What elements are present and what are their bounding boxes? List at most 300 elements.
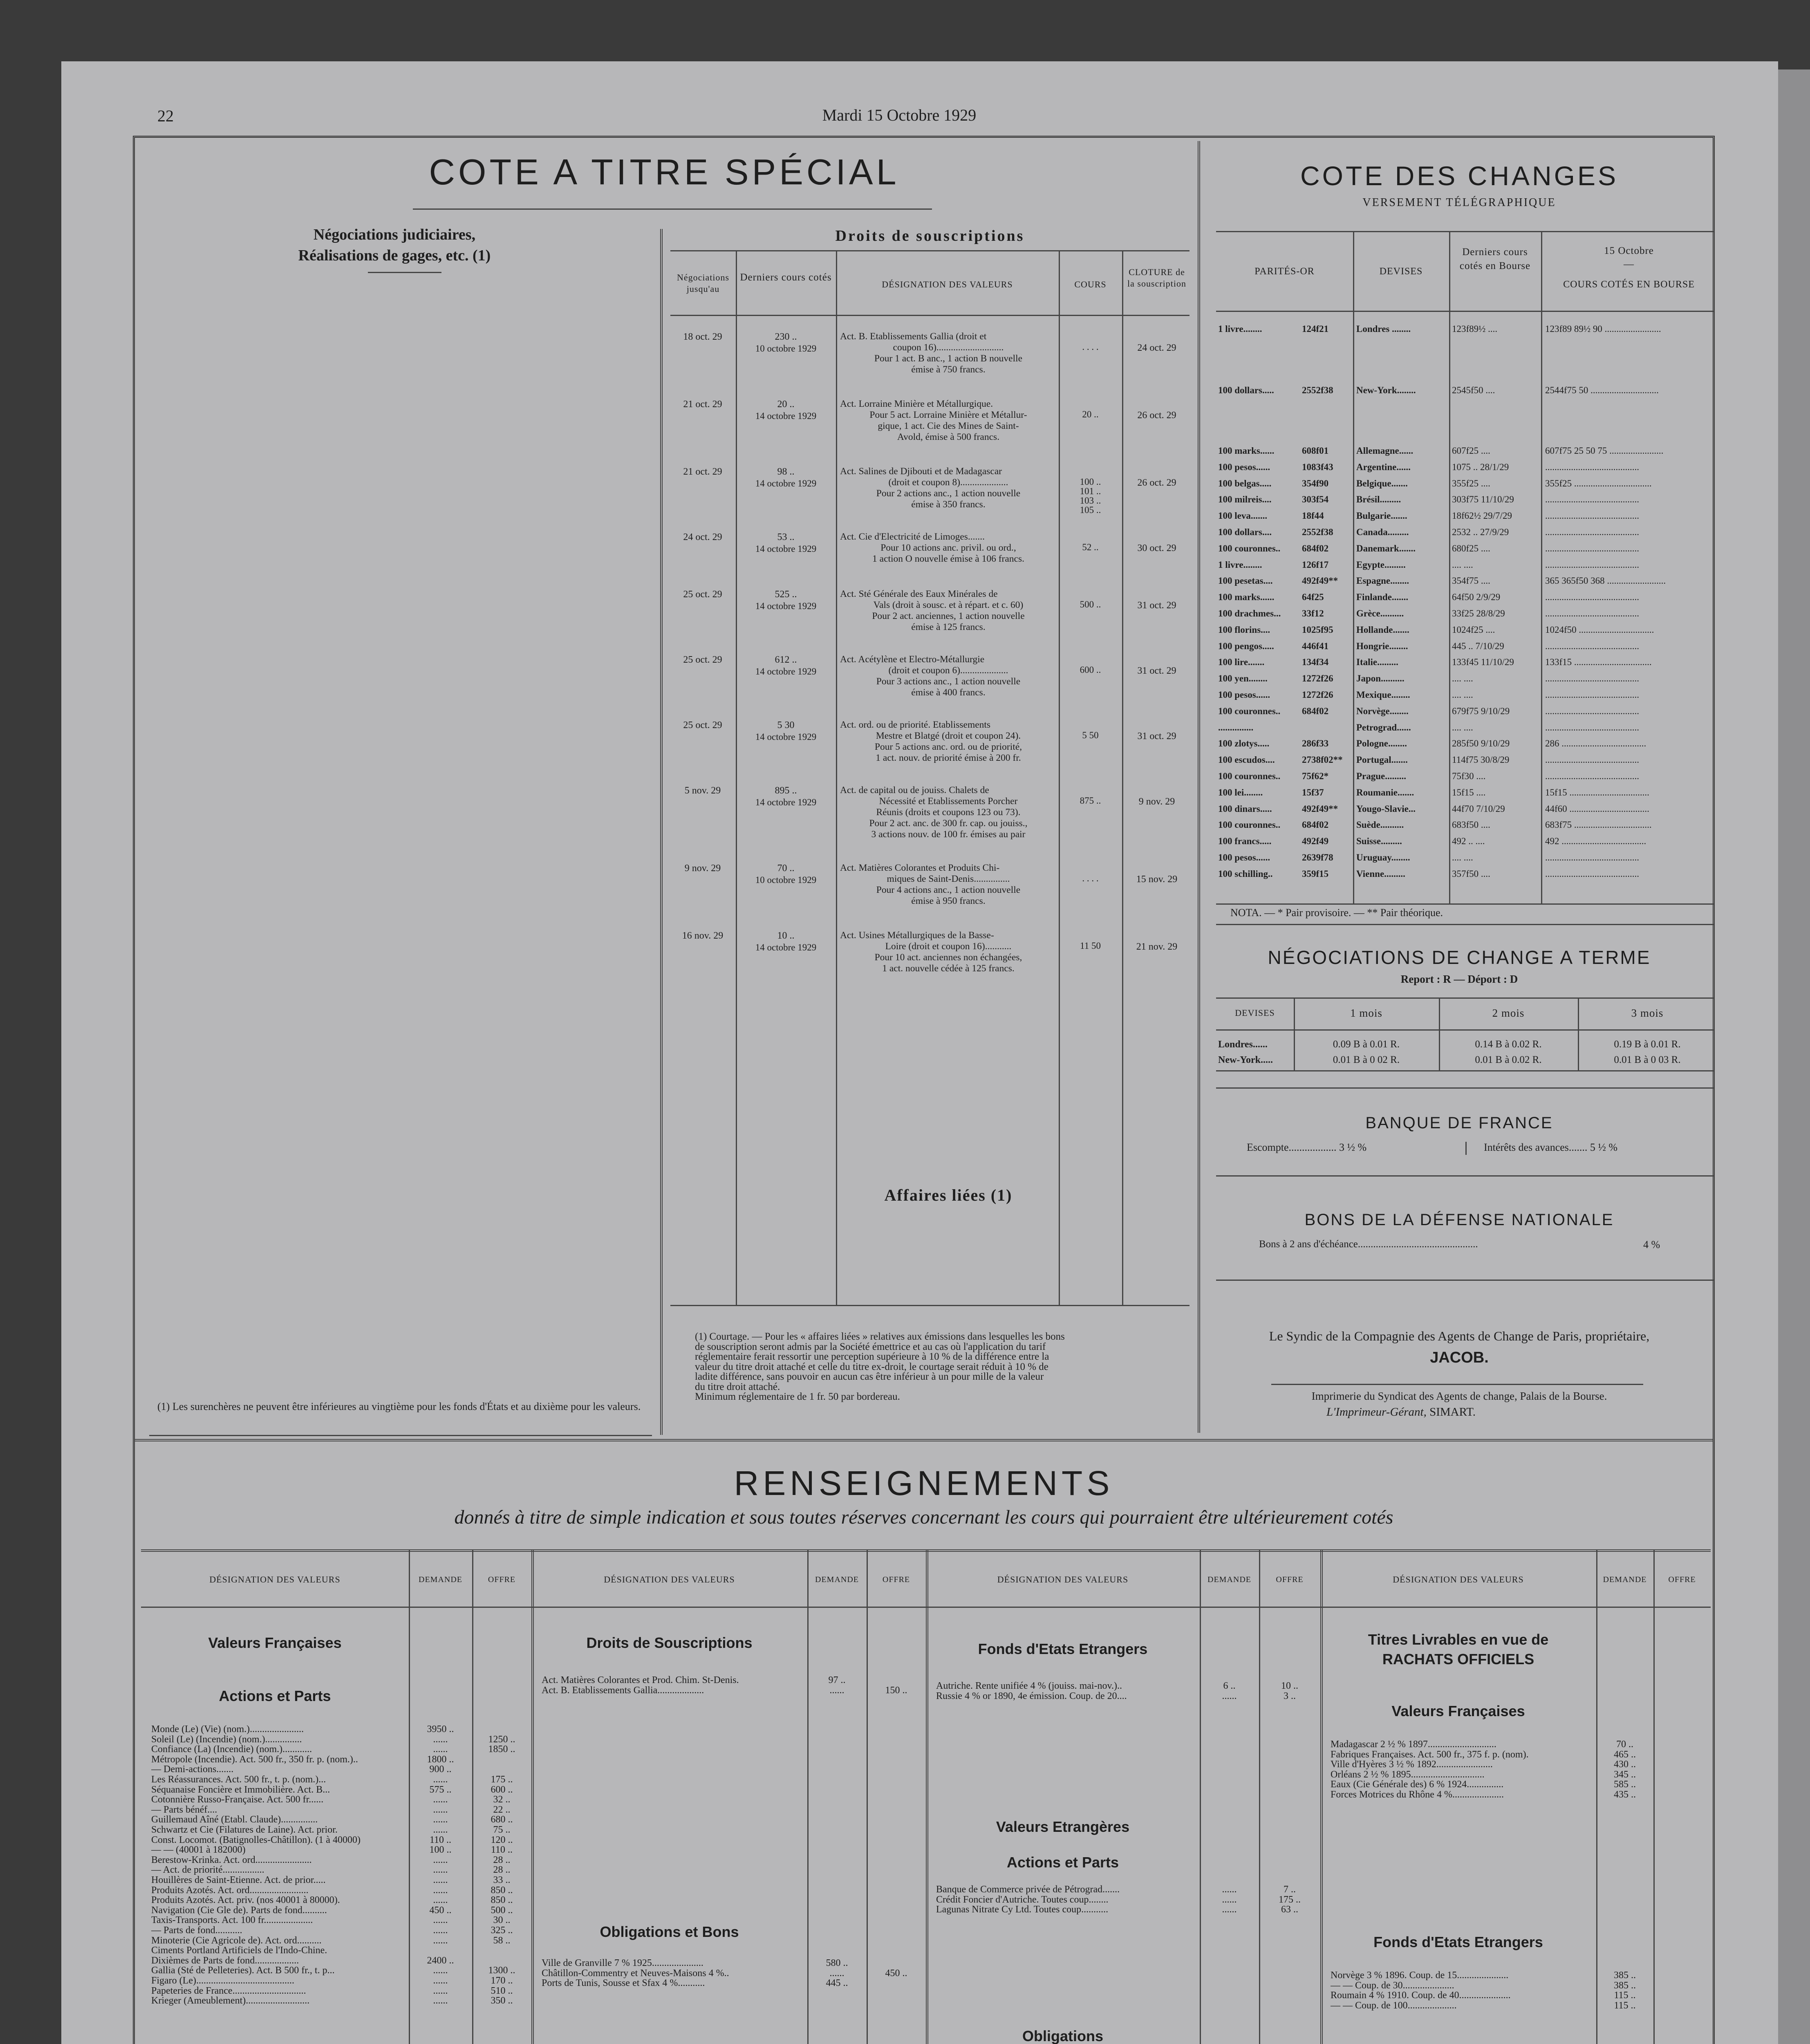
rens-col-designation: DÉSIGNATION DES VALEURS xyxy=(1393,1574,1524,1585)
page-date: Mardi 15 Octobre 1929 xyxy=(822,106,977,124)
change-parite: 100 pesos...... xyxy=(1218,690,1270,700)
rens-group-sep xyxy=(531,1549,534,2044)
rens-item-demande: ...... xyxy=(433,1865,448,1876)
change-devise: Vienne......... xyxy=(1356,868,1405,879)
change-cours: ........................................ xyxy=(1545,592,1639,603)
droit-cloture: 9 nov. 29 xyxy=(1138,796,1175,807)
change-parite-value: 608f01 xyxy=(1302,446,1329,456)
change-parite: 100 lei........ xyxy=(1218,787,1263,798)
rens-item-demande: ...... xyxy=(1222,1904,1237,1915)
droits-col-sep-2 xyxy=(836,250,837,1305)
rens-item-name: Madagascar 2 ½ % 1897............................ xyxy=(1331,1739,1496,1750)
droit-cloture: 31 oct. 29 xyxy=(1137,600,1176,611)
rens-item-demande: ...... xyxy=(433,1885,448,1896)
gerant-label: L'Imprimeur-Gérant, xyxy=(1326,1405,1427,1419)
change-cours: ........................................ xyxy=(1545,868,1639,879)
rens-heading-actions-parts-etr: Actions et Parts xyxy=(1006,1854,1119,1871)
droit-cours: . . . . xyxy=(1082,873,1099,883)
banque-interets: Intérêts des avances....... 5 ½ % xyxy=(1484,1141,1618,1153)
rens-group-sep xyxy=(926,1549,928,2044)
droits-table-top xyxy=(670,250,1189,251)
droit-designation-line: Act. ord. ou de priorité. Etablissements xyxy=(840,719,991,730)
rens-heading-valeurs-francaises: Valeurs Françaises xyxy=(208,1634,342,1651)
change-devise: Finlande....... xyxy=(1356,592,1409,603)
rens-item-demande: 6 .. xyxy=(1223,1681,1236,1691)
terme-col-sep-3 xyxy=(1578,997,1579,1070)
rens-item-name: Ports de Tunis, Sousse et Sfax 4 %........... xyxy=(542,1978,705,1988)
rens-item-demande: 2400 .. xyxy=(427,1955,454,1966)
droit-dernier-date: 10 octobre 1929 xyxy=(755,875,817,885)
change-parite-value: 359f15 xyxy=(1302,868,1329,879)
divider-vertical-main xyxy=(1198,141,1200,1433)
rens-item-name: Ciments Portland Artificiels de l'Indo-Chine. xyxy=(151,1945,327,1956)
rens-item-name: Métropole (Incendie). Act. 500 fr., 350 fr. p. (nom.).. xyxy=(151,1754,358,1765)
rens-col-designation: DÉSIGNATION DES VALEURS xyxy=(997,1574,1129,1585)
rens-item-name: Krieger (Ameublement).......................... xyxy=(151,1996,310,2006)
change-parite: 100 lire....... xyxy=(1218,657,1265,668)
change-dernier: 607f25 .... xyxy=(1452,446,1490,456)
droits-title: Droits de souscriptions xyxy=(835,227,1025,244)
change-devise: Norvège........ xyxy=(1356,706,1409,716)
rens-item-name: — — (40001 à 182000) xyxy=(151,1845,246,1855)
rens-col-offre: OFFRE xyxy=(1276,1575,1304,1584)
rens-item-demande: ...... xyxy=(829,1685,845,1696)
courtage-line: de souscription seront admis par la Société émettrice et au cas où l'application du tarif xyxy=(695,1341,1046,1352)
change-parite: ............... xyxy=(1218,722,1254,733)
change-cours: 683f75 ................................. xyxy=(1545,820,1652,830)
change-parite-value: 64f25 xyxy=(1302,592,1324,603)
rens-heading-actions-parts: Actions et Parts xyxy=(219,1688,331,1704)
rens-item-name: Schwartz et Cie (Filatures de Laine). Act. prior. xyxy=(151,1825,338,1835)
droit-cours: . . . . xyxy=(1082,342,1099,352)
col-date: 15 Octobre xyxy=(1604,245,1654,256)
rens-item-name: Houillères de Saint-Etienne. Act. de prior..... xyxy=(151,1875,326,1885)
rens-item-name: — Demi-actions....... xyxy=(151,1764,234,1775)
change-cours: ........................................ xyxy=(1545,494,1639,505)
change-devise: Uruguay........ xyxy=(1356,852,1410,863)
droit-designation-line: Act. Lorraine Minière et Métallurgique. xyxy=(840,399,993,409)
left-heading-1: Négociations judiciaires, xyxy=(313,226,476,243)
change-cours: 44f60 .................................. xyxy=(1545,803,1649,814)
rens-item-demande: 445 .. xyxy=(826,1978,848,1989)
courtage-line: du titre droit attaché. xyxy=(695,1381,780,1392)
terme-1-mois: 0.01 B à 0 02 R. xyxy=(1333,1054,1400,1065)
rens-item-demande: 345 .. xyxy=(1614,1769,1636,1780)
rens-item-name: Monde (Le) (Vie) (nom.)...................... xyxy=(151,1724,304,1735)
droit-designation-line: Pour 2 act. anciennes, 1 action nouvelle xyxy=(872,611,1025,621)
change-devise: Brésil......... xyxy=(1356,494,1401,505)
change-dernier: 75f30 .... xyxy=(1452,771,1486,781)
syndic-line: Le Syndic de la Compagnie des Agents de Change de Paris, propriétaire, xyxy=(1269,1329,1650,1343)
change-dernier: .... .... xyxy=(1452,673,1473,684)
droit-cloture: 26 oct. 29 xyxy=(1137,477,1176,488)
change-parite: 100 pengos..... xyxy=(1218,641,1274,651)
change-dernier: .... .... xyxy=(1452,722,1473,733)
bons-line: Bons à 2 ans d'échéance............................................... xyxy=(1259,1239,1478,1250)
droit-designation-line: Pour 2 act. anc. de 300 fr. cap. ou jouiss., xyxy=(869,818,1028,829)
rens-item-name: Produits Azotés. Act. priv. (nos 40001 à 80000). xyxy=(151,1895,340,1905)
rens-item-offre: 500 .. xyxy=(491,1905,513,1916)
renseignements-title: RENSEIGNEMENTS xyxy=(734,1464,1114,1502)
droit-designation-line: Mestre et Blatgé (droit et coupon 24). xyxy=(876,731,1021,741)
change-devise: Portugal....... xyxy=(1356,755,1408,765)
rens-item-name: Autriche. Rente unifiée 4 % (jouiss. mai-nov.).. xyxy=(936,1681,1122,1691)
change-parite: 100 pesos...... xyxy=(1218,852,1270,863)
rens-item-name: Dixièmes de Parts de fond.................. xyxy=(151,1955,299,1966)
change-dernier: 445 .. 7/10/29 xyxy=(1452,641,1504,651)
change-parite: 100 florins.... xyxy=(1218,624,1270,635)
droits-table-bottom xyxy=(670,1305,1189,1306)
rens-item-demande: 1800 .. xyxy=(427,1754,454,1765)
rens-item-demande: ...... xyxy=(433,1975,448,1986)
terme-table-top xyxy=(1216,997,1715,999)
change-parite-value: 446f41 xyxy=(1302,641,1329,651)
rens-item-offre: 170 .. xyxy=(491,1975,513,1986)
droit-cours: 600 .. xyxy=(1080,665,1101,675)
renseignements-subtitle: donnés à titre de simple indication et sous toutes réserves concernant les cours qui pourraient être ultérieurement cotés xyxy=(454,1506,1393,1528)
affaires-liees-heading: Affaires liées (1) xyxy=(884,1186,1013,1204)
droit-cours: 20 .. xyxy=(1082,409,1099,419)
rens-item-offre: 120 .. xyxy=(491,1834,513,1845)
banque-divider xyxy=(1465,1142,1467,1155)
droit-designation-line: Act. Acétylène et Electro-Métallurgie xyxy=(840,654,985,665)
changes-nota: NOTA. — * Pair provisoire. — ** Pair théorique. xyxy=(1230,907,1443,919)
change-dernier: 679f75 9/10/29 xyxy=(1452,706,1510,716)
droit-date: 25 oct. 29 xyxy=(683,654,722,665)
change-parite: 100 dinars..... xyxy=(1218,803,1272,814)
droit-designation-line: Pour 2 actions anc., 1 action nouvelle xyxy=(876,488,1021,499)
change-devise: Londres ........ xyxy=(1356,324,1411,334)
droit-designation-line: Act. Usines Métallurgiques de la Basse- xyxy=(840,930,994,941)
rens-item-offre: 175 .. xyxy=(1279,1894,1301,1905)
rens-col-demande: DEMANDE xyxy=(1207,1575,1251,1584)
change-parite-value: 492f49 xyxy=(1302,836,1329,847)
droit-dernier: 53 .. xyxy=(777,532,795,542)
change-parite-value: 126f17 xyxy=(1302,559,1329,570)
change-devise: Prague......... xyxy=(1356,771,1407,781)
change-devise: Belgique....... xyxy=(1356,478,1408,489)
droit-designation-line: Act. de capital ou de jouiss. Chalets de xyxy=(840,785,989,796)
changes-subtitle: VERSEMENT TÉLÉGRAPHIQUE xyxy=(1362,196,1556,209)
droit-date: 5 nov. 29 xyxy=(684,785,721,796)
rens-col-sep xyxy=(1200,1549,1201,2044)
droit-dernier: 612 .. xyxy=(775,654,797,665)
change-cours: ........................................ xyxy=(1545,559,1639,570)
col-parites-or: PARITÉS-OR xyxy=(1254,266,1315,277)
terme-2-mois: 0.01 B à 0.02 R. xyxy=(1475,1054,1542,1065)
change-dernier: 33f25 28/8/29 xyxy=(1452,608,1505,619)
change-dernier: 1075 .. 28/1/29 xyxy=(1452,462,1509,472)
droit-designation-line: Pour 4 actions anc., 1 action nouvelle xyxy=(876,885,1021,895)
change-parite: 100 escudos.... xyxy=(1218,755,1275,765)
droit-designation-line: Pour 3 actions anc., 1 action nouvelle xyxy=(876,676,1021,687)
title-underline xyxy=(413,208,932,210)
terme-3-mois: 0.01 B à 0 03 R. xyxy=(1614,1054,1681,1065)
change-cours: ........................................ xyxy=(1545,722,1639,733)
change-cours: 2544f75 50 ............................. xyxy=(1545,385,1659,395)
rens-item-demande: ...... xyxy=(433,1995,448,2006)
change-parite-value: 684f02 xyxy=(1302,706,1329,716)
rens-item-name: Banque de Commerce privée de Pétrograd....... xyxy=(936,1885,1120,1895)
droit-dernier: 895 .. xyxy=(775,785,797,796)
col-devises: DEVISES xyxy=(1379,266,1423,277)
change-devise: Allemagne...... xyxy=(1356,446,1414,456)
droit-date: 25 oct. 29 xyxy=(683,720,722,731)
droit-cloture: 31 oct. 29 xyxy=(1137,731,1176,742)
change-parite-value: 286f33 xyxy=(1302,738,1329,749)
syndic-name: JACOB. xyxy=(1430,1349,1489,1366)
rens-item-offre: 63 .. xyxy=(1281,1904,1298,1915)
change-cours: ........................................ xyxy=(1545,771,1639,781)
droit-designation-line: émise à 750 francs. xyxy=(911,364,986,375)
droit-dernier: 20 .. xyxy=(777,399,795,410)
change-devise: Suisse......... xyxy=(1356,836,1402,847)
rens-item-name: Gallia (Sté de Pelleteries). Act. B 500 fr., t. p... xyxy=(151,1966,335,1976)
droit-dernier: 525 .. xyxy=(775,589,797,600)
change-devise: Yougo-Slavie... xyxy=(1356,803,1416,814)
droit-designation-line: Vals (droit à sousc. et à répart. et c. 60) xyxy=(873,600,1024,610)
rens-col-offre: OFFRE xyxy=(488,1575,516,1584)
droit-designation-line: gique, 1 act. Cie des Mines de Saint- xyxy=(878,421,1019,431)
change-cours: ........................................ xyxy=(1545,511,1639,521)
courtage-line: valeur du titre droit attaché et celle du titre ex-droit, le courtage serait réduit à 10 % de xyxy=(695,1361,1048,1372)
droit-designation-line: Nécessité et Etablissements Porcher xyxy=(879,796,1018,807)
changes-table-bottom xyxy=(1216,903,1715,905)
droit-designation-line: (droit et coupon 8).................... xyxy=(888,477,1008,488)
divider-horizontal-main xyxy=(135,1439,1713,1441)
terme-subtitle: Report : R — Déport : D xyxy=(1400,973,1518,985)
rens-heading-rachats: RACHATS OFFICIELS xyxy=(1382,1651,1534,1667)
droit-cloture: 30 oct. 29 xyxy=(1137,543,1176,554)
change-devise: Suède.......... xyxy=(1356,820,1404,830)
change-parite: 100 couronnes.. xyxy=(1218,820,1281,830)
rens-item-demande: ...... xyxy=(433,1935,448,1946)
terme-col-devises: DEVISES xyxy=(1235,1008,1275,1018)
droit-dernier-date: 14 octobre 1929 xyxy=(755,478,817,489)
change-parite: 100 belgas..... xyxy=(1218,478,1272,489)
droit-designation-line: 1 act. nouv. de priorité émise à 200 fr. xyxy=(876,753,1021,763)
rens-item-demande: 70 .. xyxy=(1616,1739,1633,1750)
change-parite-value: 124f21 xyxy=(1302,324,1329,334)
droit-dernier-date: 14 octobre 1929 xyxy=(755,797,817,807)
rens-item-demande: 115 .. xyxy=(1614,2000,1636,2011)
rens-col-sep xyxy=(1653,1549,1655,2044)
droit-dernier: 230 .. xyxy=(775,332,797,342)
change-parite: 100 marks...... xyxy=(1218,592,1275,603)
droit-designation-line: Act. Sté Générale des Eaux Minérales de xyxy=(840,589,998,599)
rens-item-offre: 3 .. xyxy=(1284,1690,1296,1701)
rens-item-name: — Act. de priorité................. xyxy=(151,1865,264,1875)
banque-top-rule xyxy=(1216,1087,1715,1089)
change-cours: ........................................ xyxy=(1545,673,1639,684)
changes-col-sep-3 xyxy=(1541,231,1542,903)
col-derniers-cours-changes: Derniers cours cotés en Bourse xyxy=(1459,247,1531,271)
rens-item-offre: 1300 .. xyxy=(488,1965,515,1976)
changes-col-sep-1 xyxy=(1353,231,1354,903)
change-devise: Roumanie....... xyxy=(1356,787,1414,798)
rens-item-name: — — Coup. de 30..................... xyxy=(1331,1980,1454,1991)
change-parite: 100 couronnes.. xyxy=(1218,706,1281,716)
change-dernier: 2532 .. 27/9/29 xyxy=(1452,527,1509,537)
rens-item-demande: ...... xyxy=(433,1895,448,1906)
change-parite-value: 15f37 xyxy=(1302,787,1324,798)
droit-cours: 875 .. xyxy=(1080,796,1101,806)
droit-designation-line: émise à 350 francs. xyxy=(911,499,986,510)
change-parite-value: 684f02 xyxy=(1302,820,1329,830)
change-dernier: 354f75 .... xyxy=(1452,576,1490,586)
rens-item-demande: 465 .. xyxy=(1614,1749,1636,1760)
droit-designation-line: émise à 950 francs. xyxy=(911,896,986,906)
droit-cours: 100 .. 101 .. 103 .. 105 .. xyxy=(1080,477,1101,515)
change-devise: Argentine...... xyxy=(1356,462,1411,472)
banque-escompte: Escompte.................. 3 ½ % xyxy=(1247,1141,1367,1153)
change-parite: 100 pesetas.... xyxy=(1218,576,1273,586)
change-parite-value: 33f12 xyxy=(1302,608,1324,619)
droit-designation-line: coupon 16)............................ xyxy=(893,342,1004,353)
rens-heading-obligations-bons: Obligations et Bons xyxy=(600,1923,739,1940)
rens-item-name: Berestow-Krinka. Act. ord....................... xyxy=(151,1855,312,1865)
rens-group-sep xyxy=(1320,1549,1323,2044)
terme-devise: New-York..... xyxy=(1218,1055,1273,1065)
change-cours: ........................................ xyxy=(1545,755,1639,765)
terme-col-1-mois: 1 mois xyxy=(1350,1007,1382,1019)
rens-item-name: Orléans 2 ½ % 1895.............................. xyxy=(1331,1769,1485,1780)
change-devise: Egypte......... xyxy=(1356,559,1406,570)
rens-item-demande: ...... xyxy=(433,1734,448,1745)
change-dernier: 2545f50 .... xyxy=(1452,385,1495,395)
rens-item-offre: 30 .. xyxy=(493,1915,511,1926)
droit-cloture: 15 nov. 29 xyxy=(1136,874,1178,885)
terme-1-mois: 0.09 B à 0.01 R. xyxy=(1333,1039,1400,1050)
change-dernier: 64f50 2/9/29 xyxy=(1452,592,1501,603)
rens-item-name: Ville d'Hyères 3 ½ % 1892....................... xyxy=(1331,1759,1493,1770)
droit-dernier-date: 14 octobre 1929 xyxy=(755,544,817,554)
change-parite-value: 75f62* xyxy=(1302,771,1329,781)
col-derniers-cours: Derniers cours cotés xyxy=(740,272,832,283)
left-footnote: (1) Les surenchères ne peuvent être inférieures au vingtième pour les fonds d'États et au dixième pour les valeurs. xyxy=(157,1401,641,1412)
change-parite-value: 134f34 xyxy=(1302,657,1329,668)
change-parite: 100 pesos...... xyxy=(1218,462,1270,472)
rens-item-demande: 430 .. xyxy=(1614,1759,1636,1770)
change-devise: Italie......... xyxy=(1356,657,1398,668)
change-dernier: 683f50 .... xyxy=(1452,820,1490,830)
change-dernier: 44f70 7/10/29 xyxy=(1452,803,1505,814)
bons-title: BONS DE LA DÉFENSE NATIONALE xyxy=(1304,1211,1614,1229)
rens-heading-fonds-etats-2: Fonds d'Etats Etrangers xyxy=(1373,1934,1543,1950)
col-designation: DÉSIGNATION DES VALEURS xyxy=(882,279,1013,289)
syndic-rule xyxy=(1271,1384,1643,1385)
rens-item-name: Minoterie (Cie Agricole de). Act. ord.......... xyxy=(151,1935,322,1946)
banque-title: BANQUE DE FRANCE xyxy=(1365,1114,1553,1132)
rens-item-name: Const. Locomot. (Batignolles-Châtillon). (1 à 40000) xyxy=(151,1835,361,1845)
rens-item-name: Guillemaud Aîné (Etabl. Claude)............... xyxy=(151,1815,318,1825)
rens-item-offre: 350 .. xyxy=(491,1995,513,2006)
droit-designation-line: Réunis (droits et coupons 123 ou 73). xyxy=(876,807,1021,818)
rens-item-name: Russie 4 % or 1890, 4e émission. Coup. de 20.... xyxy=(936,1691,1127,1701)
rens-item-offre: 1850 .. xyxy=(488,1744,515,1755)
rens-item-demande: ...... xyxy=(1222,1690,1237,1701)
change-dernier: 15f15 .... xyxy=(1452,787,1486,798)
terme-3-mois: 0.19 B à 0.01 R. xyxy=(1614,1039,1681,1050)
change-parite-value: 2552f38 xyxy=(1302,385,1333,395)
rens-item-offre: 325 .. xyxy=(491,1925,513,1936)
rens-item-demande: 585 .. xyxy=(1614,1779,1636,1790)
rens-item-offre: 75 .. xyxy=(493,1824,511,1835)
change-parite: 100 dollars.... xyxy=(1218,527,1272,537)
change-parite: 100 marks...... xyxy=(1218,446,1275,456)
changes-title: COTE DES CHANGES xyxy=(1300,161,1619,191)
rens-col-demande: DEMANDE xyxy=(1603,1575,1647,1584)
change-dernier: 123f89½ .... xyxy=(1452,324,1498,334)
rens-item-demande: ...... xyxy=(433,1915,448,1926)
rens-item-demande: 385 .. xyxy=(1614,1970,1636,1981)
rens-item-name: Ville de Granville 7 % 1925..................... xyxy=(542,1958,703,1968)
courtage-line: réglementaire ferait ressortir une perception supérieure à 10 % de la différence entre la xyxy=(695,1351,1049,1362)
droit-dernier: 10 .. xyxy=(777,930,795,941)
terme-col-2-mois: 2 mois xyxy=(1492,1007,1525,1019)
rens-item-demande: ...... xyxy=(433,1774,448,1785)
droit-date: 25 oct. 29 xyxy=(683,589,722,600)
rens-item-demande: 450 .. xyxy=(429,1905,452,1916)
droit-designation-line: miques de Saint-Denis............... xyxy=(887,874,1010,884)
change-parite: 1 livre........ xyxy=(1218,559,1262,570)
change-parite-value: 18f44 xyxy=(1302,511,1324,521)
nota-rule xyxy=(1216,924,1715,925)
change-cours: ........................................ xyxy=(1545,706,1639,716)
rens-item-demande: ...... xyxy=(1222,1884,1237,1895)
change-cours: 1024f50 ................................ xyxy=(1545,624,1654,635)
rens-item-name: Confiance (La) (Incendie) (nom.)............ xyxy=(151,1744,312,1755)
rens-item-offre: 7 .. xyxy=(1284,1884,1296,1895)
change-cours: ........................................ xyxy=(1545,852,1639,863)
droit-date: 18 oct. 29 xyxy=(683,332,722,342)
rens-item-name: Cotonnière Russo-Française. Act. 500 fr...... xyxy=(151,1795,324,1805)
droit-designation-line: Act. Salines de Djibouti et de Madagascar xyxy=(840,466,1002,477)
change-cours: ........................................ xyxy=(1545,543,1639,554)
droits-col-sep-4 xyxy=(1122,250,1123,1305)
change-parite: 100 yen........ xyxy=(1218,673,1268,684)
rens-item-demande: 385 .. xyxy=(1614,1980,1636,1991)
rens-item-name: Figaro (Le)........................................ xyxy=(151,1976,294,1986)
change-dernier: 492 .. .... xyxy=(1452,836,1485,847)
rens-item-offre: 110 .. xyxy=(491,1845,513,1856)
change-dernier: 680f25 .... xyxy=(1452,543,1490,554)
change-cours: ........................................ xyxy=(1545,690,1639,700)
droit-designation-line: Pour 5 actions anc. ord. ou de priorité, xyxy=(874,742,1022,752)
change-parite-value: 1272f26 xyxy=(1302,673,1333,684)
droit-designation-line: émise à 125 francs. xyxy=(911,622,986,632)
droits-col-sep-3 xyxy=(1059,250,1060,1305)
rens-col-offre: OFFRE xyxy=(1668,1575,1696,1584)
droit-designation-line: Act. B. Etablissements Gallia (droit et xyxy=(840,331,987,342)
rens-item-demande: ...... xyxy=(433,1804,448,1815)
rens-item-offre: 58 .. xyxy=(493,1935,511,1946)
change-dernier: 357f50 .... xyxy=(1452,868,1490,879)
rens-item-name: — Parts de fond........... xyxy=(151,1925,242,1936)
change-parite: 100 milreis.... xyxy=(1218,494,1272,505)
droit-designation-line: Pour 5 act. Lorraine Minière et Métallur- xyxy=(869,410,1027,420)
droit-date: 24 oct. 29 xyxy=(683,532,722,542)
change-cours: 133f15 ................................. xyxy=(1545,657,1652,668)
courtage-line: (1) Courtage. — Pour les « affaires liées » relatives aux émissions dans lesquelles les bons xyxy=(695,1331,1065,1342)
change-parite: 100 schilling.. xyxy=(1218,868,1273,879)
droit-dernier-date: 14 octobre 1929 xyxy=(755,411,817,421)
rens-item-name: Taxis-Transports. Act. 100 fr.................... xyxy=(151,1915,313,1925)
rens-item-demande: 110 .. xyxy=(429,1834,452,1845)
rens-col-designation: DÉSIGNATION DES VALEURS xyxy=(209,1574,340,1585)
rens-item-offre: 450 .. xyxy=(885,1968,907,1979)
change-dernier: 114f75 30/8/29 xyxy=(1452,755,1510,765)
